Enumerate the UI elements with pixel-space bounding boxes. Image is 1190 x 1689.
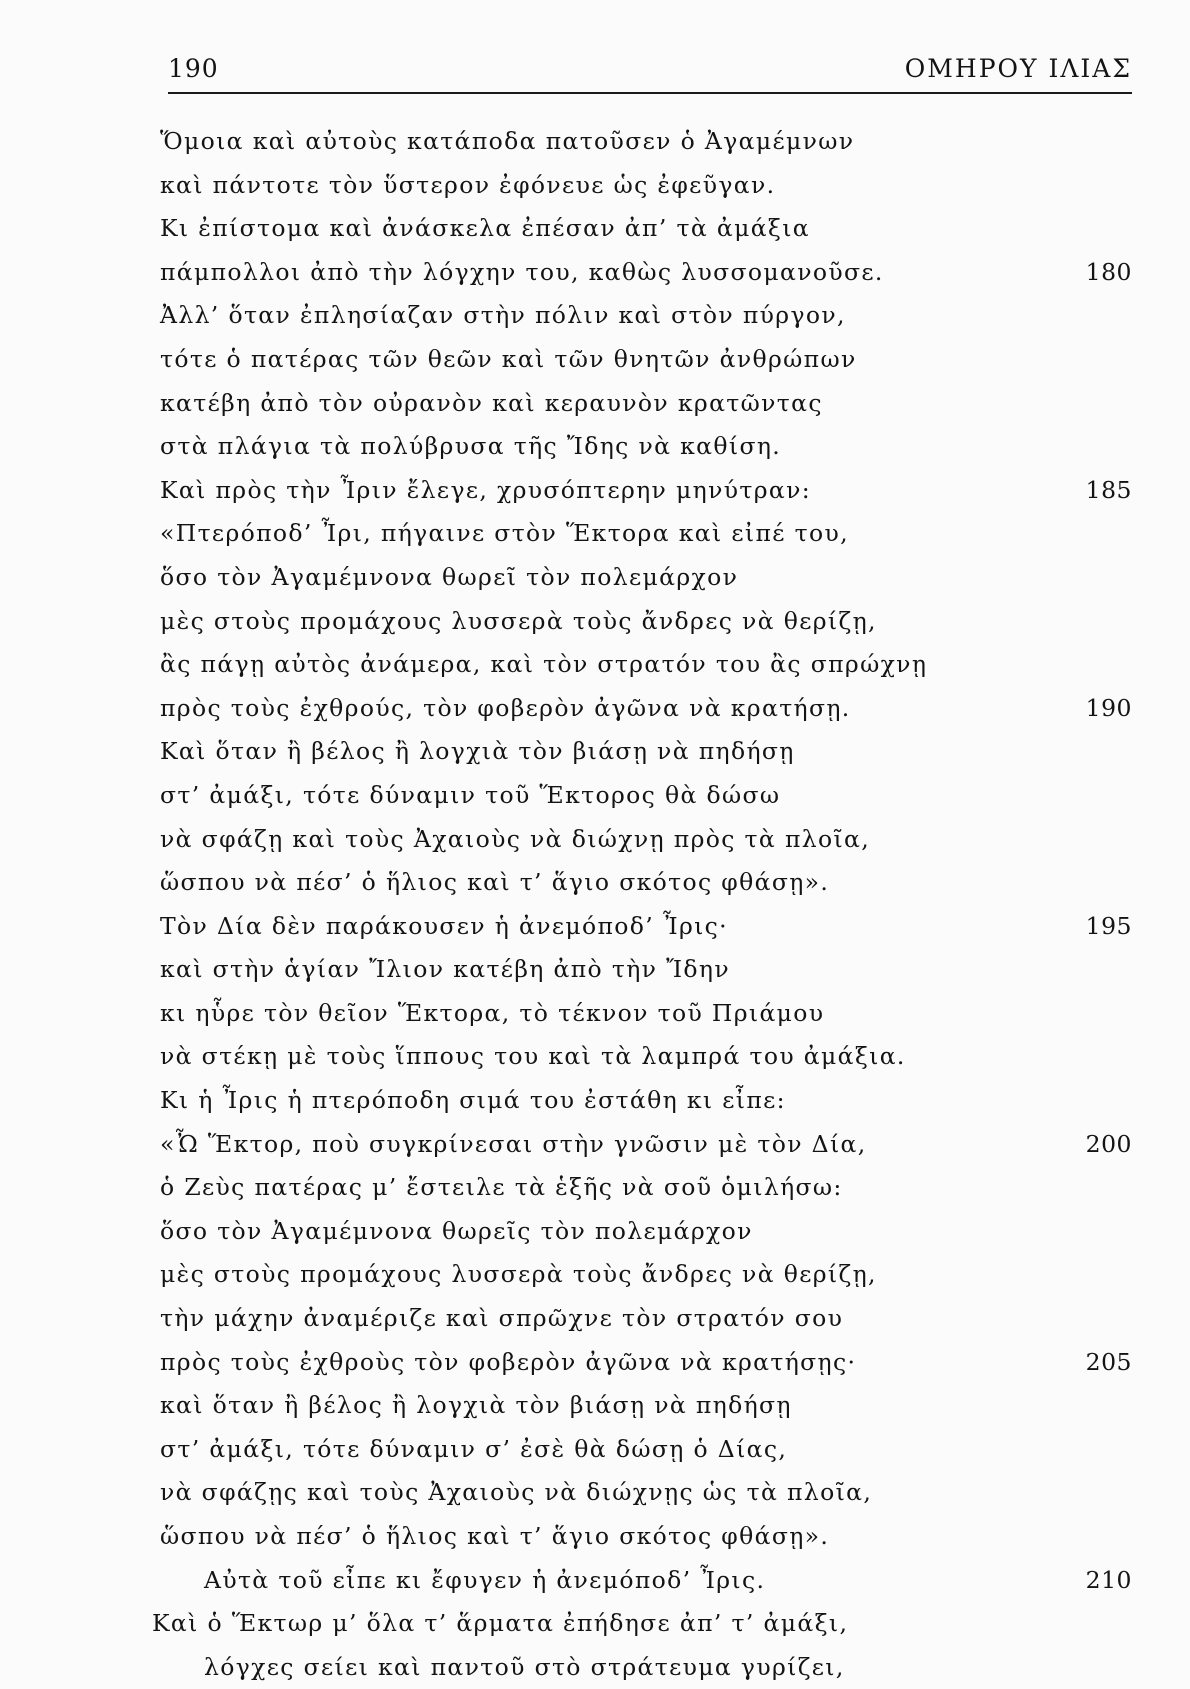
verse-text: καὶ ὅταν ἢ βέλος ἢ λογχιὰ τὸν βιάσῃ νὰ πηδήσῃ [160, 1391, 792, 1420]
line-number: 185 [1085, 475, 1132, 504]
verse-block [152, 120, 1132, 1689]
line-number: 205 [1085, 1347, 1132, 1376]
verse-text: λόγχες σείει καὶ παντοῦ στὸ στράτευμα γυρίζει, [204, 1652, 845, 1681]
verse-line [160, 556, 1132, 600]
verse-text: Ὅμοια καὶ αὐτοὺς κατάποδα πατοῦσεν ὁ Ἀγαμέμνων [160, 127, 855, 155]
line-number: 200 [1085, 1129, 1132, 1158]
verse-text: Κι ἐπίστομα καὶ ἀνάσκελα ἐπέσαν ἀπ’ τὰ ἀμάξια [160, 214, 810, 243]
verse-text: Καὶ ὅταν ἢ βέλος ἢ λογχιὰ τὸν βιάσῃ νὰ πηδήσῃ [160, 737, 795, 766]
verse-text: Κι ἡ Ἶρις ἡ πτερόποδη σιμά του ἐστάθη κι εἶπε: [160, 1086, 786, 1115]
verse-line [160, 992, 1132, 1036]
verse-line [160, 861, 1132, 905]
verse-line [160, 1646, 1132, 1689]
verse-text: ὅσο τὸν Ἀγαμέμνονα θωρεῖ τὸν πολεμάρχον [160, 562, 739, 591]
verse-line [160, 730, 1132, 774]
line-number: 210 [1085, 1565, 1132, 1594]
verse-line [160, 120, 1132, 164]
verse-line [160, 905, 1132, 949]
page-header [168, 50, 1132, 90]
verse-line [160, 294, 1132, 338]
verse-text: πρὸς τοὺς ἐχθρούς, τὸν φοβερὸν ἀγῶνα νὰ κρατήσῃ. [160, 693, 851, 722]
verse-text: ἂς πάγῃ αὐτὸς ἀνάμερα, καὶ τὸν στρατόν του ἂς σπρώχνῃ [160, 650, 928, 679]
verse-line [160, 469, 1132, 513]
verse-text: «Πτερόποδ’ Ἶρι, πήγαινε στὸν Ἕκτορα καὶ εἰπέ του, [160, 519, 849, 548]
verse-line [160, 643, 1132, 687]
running-title: ΟΜΗΡΟΥ ΙΛΙΑΣ [904, 54, 1132, 83]
verse-line [160, 207, 1132, 251]
verse-text: μὲς στοὺς προμάχους λυσσερὰ τοὺς ἄνδρες νὰ θερίζῃ, [160, 606, 877, 635]
verse-line [160, 512, 1132, 556]
verse-text: Ἀλλ’ ὅταν ἐπλησίαζαν στὴν πόλιν καὶ στὸν πύργον, [160, 301, 846, 330]
verse-text: καὶ στὴν ἁγίαν Ἴλιον κατέβη ἀπὸ τὴν Ἴδην [160, 955, 730, 984]
verse-text: ὁ Ζεὺς πατέρας μ’ ἔστειλε τὰ ἑξῆς νὰ σοῦ ὁμιλήσω: [160, 1173, 843, 1202]
verse-text: Τὸν Δία δὲν παράκουσεν ἡ ἀνεμόποδ’ Ἶρις· [160, 911, 729, 940]
verse-line [160, 948, 1132, 992]
verse-text: κατέβη ἀπὸ τὸν οὐρανὸν καὶ κεραυνὸν κρατῶντας [160, 388, 823, 417]
verse-text: ὥσπου νὰ πέσ’ ὁ ἥλιος καὶ τ’ ἅγιο σκότος φθάσῃ». [160, 1522, 830, 1550]
verse-text: στ’ ἀμάξι, τότε δύναμιν σ’ ἐσὲ θὰ δώσῃ ὁ Δίας, [160, 1434, 788, 1463]
verse-text: πάμπολλοι ἀπὸ τὴν λόγχην του, καθὼς λυσσομανοῦσε. [160, 257, 884, 286]
verse-text: νὰ σφάζῃ καὶ τοὺς Ἀχαιοὺς νὰ διώχνῃ πρὸς τὰ πλοῖα, [160, 824, 871, 853]
verse-line [160, 382, 1132, 426]
verse-line [160, 1471, 1132, 1515]
verse-line [160, 1123, 1132, 1167]
header-rule [168, 92, 1132, 94]
verse-line [160, 1384, 1132, 1428]
verse-line [160, 164, 1132, 208]
verse-line [160, 338, 1132, 382]
verse-line [160, 1341, 1132, 1385]
verse-text: μὲς στοὺς προμάχους λυσσερὰ τοὺς ἄνδρες νὰ θερίζῃ, [160, 1260, 877, 1289]
verse-text: Καὶ ὁ Ἕκτωρ μ’ ὅλα τ’ ἅρματα ἐπήδησε ἀπ’ τ’ ἀμάξι, [152, 1609, 849, 1638]
verse-line [160, 1210, 1132, 1254]
verse-text: νὰ σφάζῃς καὶ τοὺς Ἀχαιοὺς νὰ διώχνῃς ὡς τὰ πλοῖα, [160, 1478, 873, 1507]
verse-text: νὰ στέκῃ μὲ τοὺς ἵππους του καὶ τὰ λαμπρά του ἀμάξια. [160, 1042, 906, 1071]
verse-line [160, 1297, 1132, 1341]
line-number: 180 [1085, 257, 1132, 286]
verse-text: ὅσο τὸν Ἀγαμέμνονα θωρεῖς τὸν πολεμάρχον [160, 1216, 753, 1245]
verse-line [160, 425, 1132, 469]
verse-text: καὶ πάντοτε τὸν ὕστερον ἐφόνευε ὡς ἐφεῦγαν. [160, 170, 776, 199]
verse-text: τότε ὁ πατέρας τῶν θεῶν καὶ τῶν θνητῶν ἀνθρώπων [160, 344, 857, 373]
verse-text: στ’ ἀμάξι, τότε δύναμιν τοῦ Ἕκτορος θὰ δώσω [160, 780, 781, 809]
verse-text: στὰ πλάγια τὰ πολύβρυσα τῆς Ἴδης νὰ καθίση. [160, 432, 782, 461]
line-number: 195 [1085, 911, 1132, 940]
verse-text: ὥσπου νὰ πέσ’ ὁ ἥλιος καὶ τ’ ἅγιο σκότος φθάσῃ». [160, 868, 830, 897]
verse-line [160, 600, 1132, 644]
verse-text: πρὸς τοὺς ἐχθροὺς τὸν φοβερὸν ἀγῶνα νὰ κρατήσῃς· [160, 1347, 857, 1376]
verse-line [160, 1428, 1132, 1472]
verse-line [160, 1079, 1132, 1123]
verse-line [160, 1166, 1132, 1210]
verse-line [160, 1515, 1132, 1559]
page-number: 190 [168, 54, 219, 83]
verse-line [152, 1602, 1132, 1646]
verse-line [160, 774, 1132, 818]
verse-text: «Ὦ Ἕκτορ, ποὺ συγκρίνεσαι στὴν γνῶσιν μὲ τὸν Δία, [160, 1129, 867, 1158]
verse-line [160, 687, 1132, 731]
verse-text: Καὶ πρὸς τὴν Ἶριν ἔλεγε, χρυσόπτερην μηνύτραν: [160, 475, 811, 504]
verse-line [160, 818, 1132, 862]
verse-line [160, 1035, 1132, 1079]
verse-line [160, 1253, 1132, 1297]
verse-text: τὴν μάχην ἀναμέριζε καὶ σπρῶχνε τὸν στρατόν σου [160, 1304, 844, 1333]
verse-line [160, 1559, 1132, 1603]
verse-line [160, 251, 1132, 295]
verse-text: Αὐτὰ τοῦ εἶπε κι ἔφυγεν ἡ ἀνεμόποδ’ Ἶρις. [204, 1565, 766, 1594]
line-number: 190 [1085, 693, 1132, 722]
verse-text: κι ηὗρε τὸν θεῖον Ἕκτορα, τὸ τέκνον τοῦ Πριάμου [160, 998, 825, 1027]
